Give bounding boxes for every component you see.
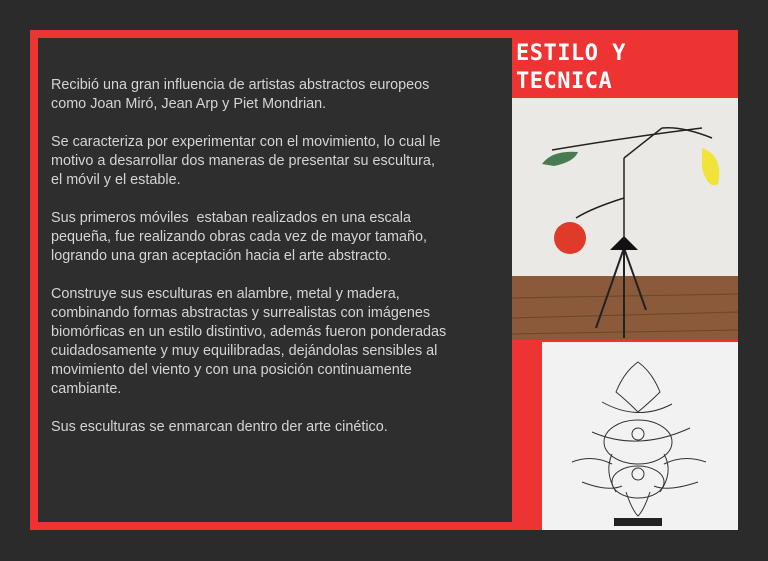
title-line-1: ESTILO Y — [516, 41, 626, 66]
slide — [30, 30, 738, 530]
text-panel — [38, 38, 512, 522]
paragraph-1: Recibió una gran influencia de artistas abstractos europeos como Joan Miró, Jean Arp y Piet Mondrian. — [51, 77, 430, 112]
wire-sculpture-image — [542, 342, 738, 530]
paragraph-4: Construye sus esculturas en alambre, metal y madera, combinando formas abstractas y surrealistas con imágenes biomórficas en un estilo distintivo, además fueron ponderadas cuidadosamente y muy equilibradas, dejándolas sensibles al movimiento del viento y con una posición continuamente cambiante. — [51, 286, 447, 397]
paragraph-5: Sus esculturas se enmarcan dentro der arte cinético. — [51, 419, 388, 435]
paragraph-3: Sus primeros móviles estaban realizados en una escala pequeña, fue realizando obras cada vez de mayor tamaño, logrando una gran aceptación hacia el arte abstracto. — [51, 210, 427, 264]
title-line-2: TECNICA — [516, 69, 613, 94]
mobile-sculpture-image — [512, 98, 738, 340]
slide-title — [516, 40, 736, 96]
paragraph-2: Se caracteriza por experimentar con el movimiento, lo cual le motivo a desarrollar dos maneras de presentar su escultura, el móvil y el estable. — [51, 134, 441, 188]
